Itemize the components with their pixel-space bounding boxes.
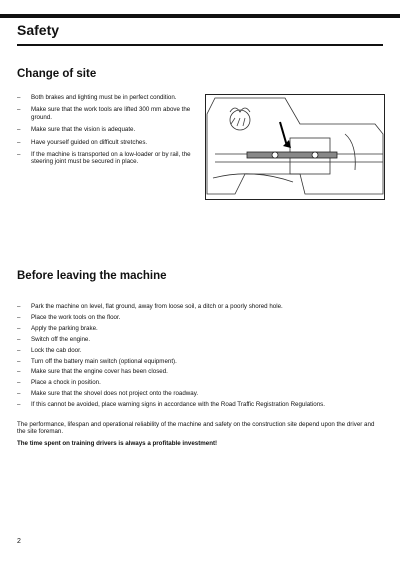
responsibility-note: The performance, lifespan and operational reliability of the machine and safety on the construction site depend upon the driver and the site foreman. <box>17 421 375 436</box>
list-item: – Make sure that the vision is adequate. <box>17 126 136 134</box>
list-item: – Park the machine on level, flat ground, away from loose soil, a ditch or a poorly shored hole. <box>17 303 283 310</box>
list-item: – Place the work tools on the floor. <box>17 313 121 321</box>
list-item: – Place a chock in position. <box>17 379 101 387</box>
training-emphasis: The time spent on training drivers is always a profitable investment! <box>17 440 218 447</box>
dash-bullet: – <box>17 401 21 409</box>
page-title: Safety <box>17 22 60 38</box>
top-rule <box>0 14 400 18</box>
steering-joint-lock-illustration <box>205 94 385 200</box>
list-item: – Make sure that the shovel does not project onto the roadway. <box>17 390 199 398</box>
dash-bullet: – <box>17 303 21 310</box>
list-item: – If this cannot be avoided, place warning signs in accordance with the Road Traffic Registration Regulations. <box>17 401 325 409</box>
dash-bullet: – <box>17 335 21 343</box>
list-item: – Turn off the battery main switch (optional equipment). <box>17 357 177 365</box>
section-heading-before-leaving: Before leaving the machine <box>17 270 167 282</box>
dash-bullet: – <box>17 324 21 332</box>
dash-bullet: – <box>17 94 21 101</box>
before-leaving-list <box>17 303 383 409</box>
dash-bullet: – <box>17 151 21 159</box>
dash-bullet: – <box>17 346 21 354</box>
dash-bullet: – <box>17 313 21 321</box>
list-item: – Have yourself guided on difficult stretches. <box>17 138 148 146</box>
dash-bullet: – <box>17 390 21 398</box>
header-rule <box>17 44 383 46</box>
list-item: – If the machine is transported on a low-loader or by rail, the steering joint must be secured in place. <box>17 151 191 166</box>
change-of-site-list <box>17 94 195 166</box>
dash-bullet: – <box>17 138 21 146</box>
list-item: – Lock the cab door. <box>17 346 82 354</box>
section-heading-change-of-site: Change of site <box>17 68 97 80</box>
list-item: – Make sure that the work tools are lifted 300 mm above the ground. <box>17 106 191 121</box>
list-item: – Both brakes and lighting must be in perfect condition. <box>17 94 177 101</box>
list-item: – Switch off the engine. <box>17 335 91 343</box>
dash-bullet: – <box>17 357 21 365</box>
dash-bullet: – <box>17 379 21 387</box>
dash-bullet: – <box>17 368 21 376</box>
list-item: – Make sure that the engine cover has been closed. <box>17 368 168 376</box>
dash-bullet: – <box>17 106 21 114</box>
dash-bullet: – <box>17 126 21 134</box>
page-number: 2 <box>17 538 21 545</box>
list-item: – Apply the parking brake. <box>17 324 98 332</box>
